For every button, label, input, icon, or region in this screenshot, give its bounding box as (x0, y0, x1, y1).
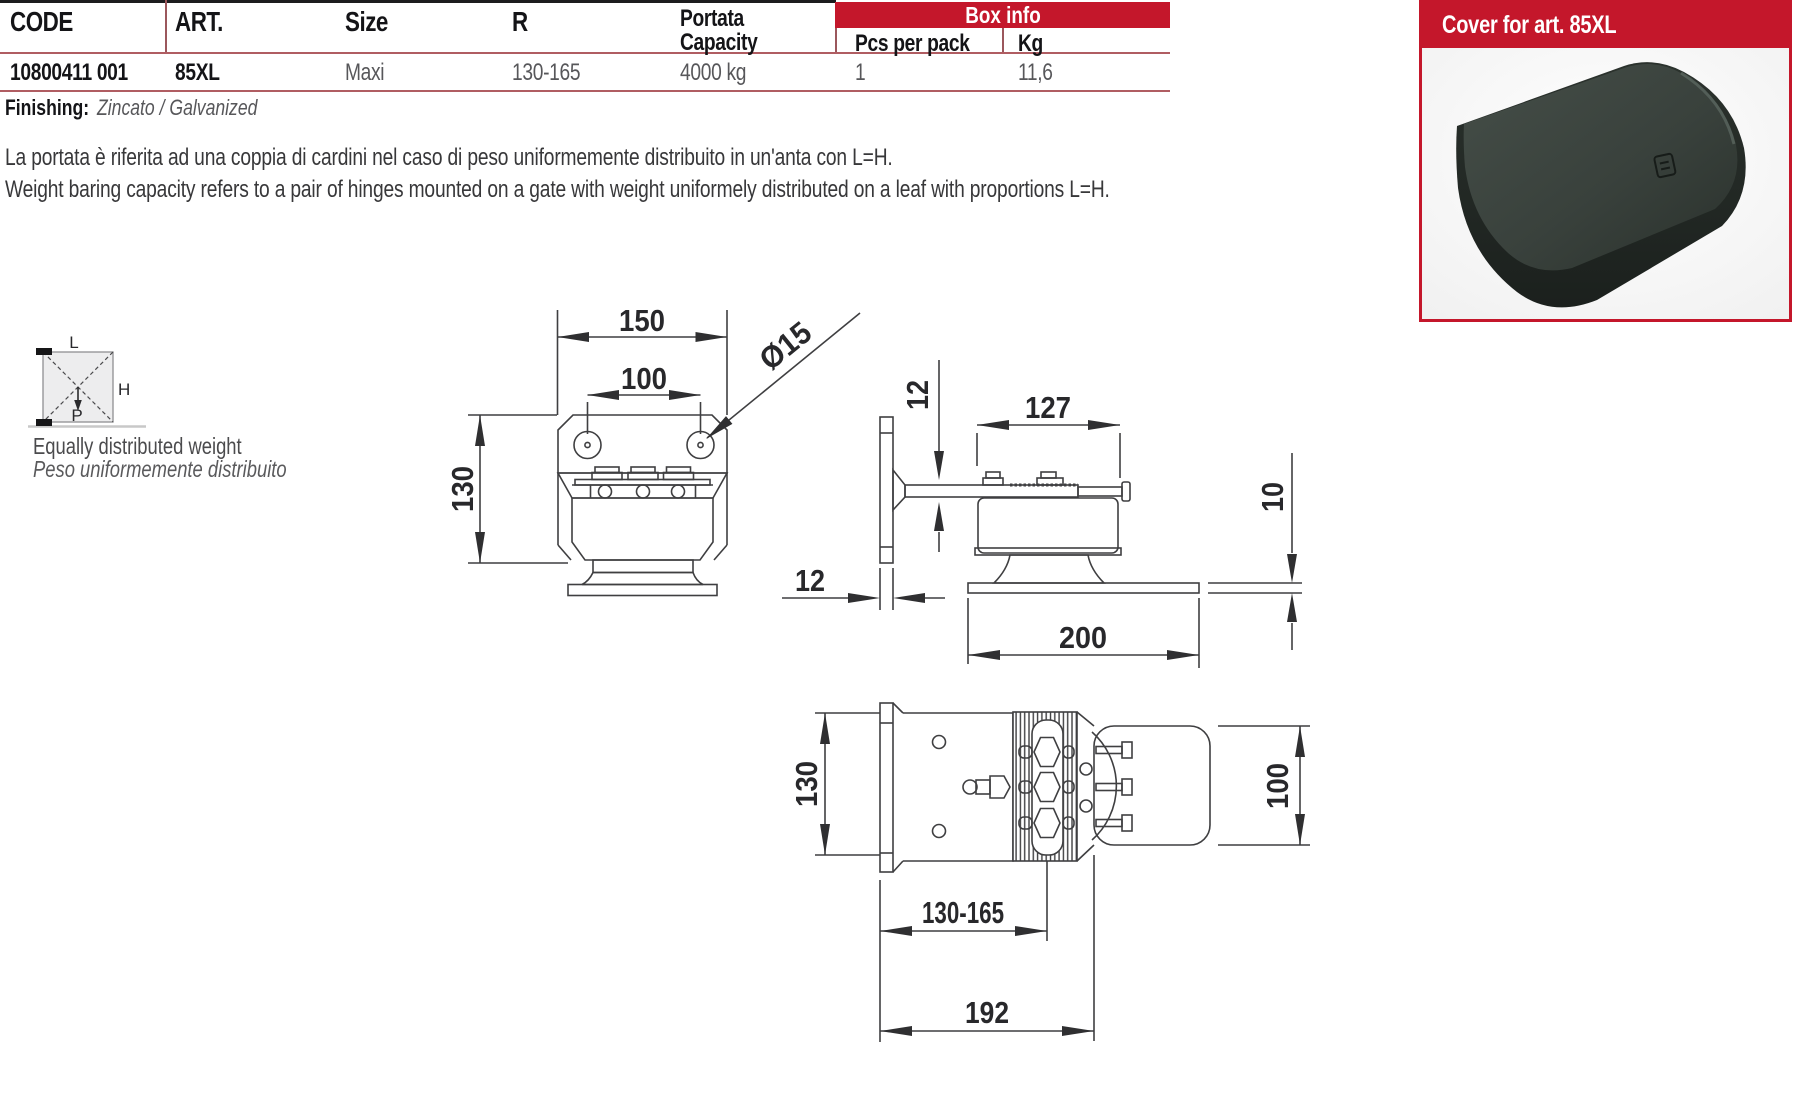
diagram-caption-en: Equally distributed weight (33, 433, 242, 459)
cell-kg: 11,6 (1018, 59, 1053, 86)
dim-top-adjustment: 130-165 (922, 895, 1004, 930)
dim-top-total-length: 192 (965, 995, 1009, 1030)
hinge-mark-top (36, 348, 52, 355)
weight-distribution-diagram (28, 333, 158, 433)
dim-top-plate-height: 130 (789, 755, 824, 807)
dim-side-base-length: 200 (1059, 620, 1107, 655)
cell-capacity: 4000 kg (680, 59, 747, 86)
row-rule (0, 90, 1170, 92)
note-english: Weight baring capacity refers to a pair of hinges mounted on a gate with weight uniformely distributed on a leaf with proportions L=H. (5, 176, 1110, 203)
dim-top-body-height: 100 (1260, 757, 1295, 809)
dim-side-base-thickness: 10 (1255, 477, 1290, 512)
box-info-label: Box info (964, 1, 1041, 28)
finishing-row (5, 95, 297, 121)
dim-front-hole-spacing: 100 (621, 361, 667, 396)
front-view-geometry (558, 415, 727, 596)
cover-panel (1419, 0, 1792, 322)
dim-front-height: 130 (445, 460, 480, 512)
col-header-r: R (512, 6, 528, 37)
col-header-capacity-2: Capacity (680, 29, 758, 56)
divider-pcs-kg (1002, 28, 1004, 53)
finishing-value: Zincato / Galvanized (96, 95, 257, 120)
divider-code-art (165, 0, 167, 53)
cell-art: 85XL (175, 59, 220, 86)
dim-side-top-width: 127 (1025, 390, 1071, 425)
col-header-kg: Kg (1018, 30, 1043, 57)
cover-panel-header (1422, 3, 1789, 48)
dim-side-arm-thickness: 12 (900, 375, 935, 410)
col-header-pcs: Pcs per pack (855, 30, 970, 57)
note-italian: La portata è riferita ad una coppia di cardini nel caso di peso uniformemente distribuito in un'anta con L=H. (5, 144, 893, 171)
side-view-geometry (880, 417, 1199, 593)
cell-code: 10800411 001 (10, 59, 128, 86)
divider-capacity-box (835, 28, 837, 53)
cover-photo (1422, 48, 1789, 319)
finishing-label: Finishing: (5, 95, 90, 120)
cell-r: 130-165 (512, 59, 581, 86)
col-header-capacity-1: Portata (680, 5, 744, 32)
box-info-header (835, 2, 1170, 28)
cell-pcs: 1 (855, 59, 866, 86)
label-p: P (71, 406, 83, 425)
table-top-border (0, 0, 836, 3)
dim-front-hole-diameter: Ø15 (752, 312, 821, 378)
col-header-code: CODE (10, 6, 73, 37)
top-view-drawing (770, 690, 1330, 1050)
cell-size: Maxi (345, 59, 385, 86)
side-view-drawing (760, 340, 1320, 680)
spec-table (0, 0, 1180, 120)
front-view-arrowheads (475, 332, 732, 563)
label-h: H (118, 380, 131, 399)
col-header-size: Size (345, 6, 388, 37)
col-header-art: ART. (175, 6, 223, 37)
dim-side-plate-thickness: 12 (795, 563, 825, 598)
header-rule (0, 52, 1170, 54)
top-view-geometry (880, 703, 1210, 872)
dim-front-width: 150 (619, 303, 665, 338)
hinge-mark-bottom (36, 419, 52, 426)
diagram-caption-it: Peso uniformemente distribuito (33, 456, 287, 482)
cover-panel-title: Cover for art. 85XL (1442, 11, 1617, 39)
label-l: L (69, 333, 79, 352)
